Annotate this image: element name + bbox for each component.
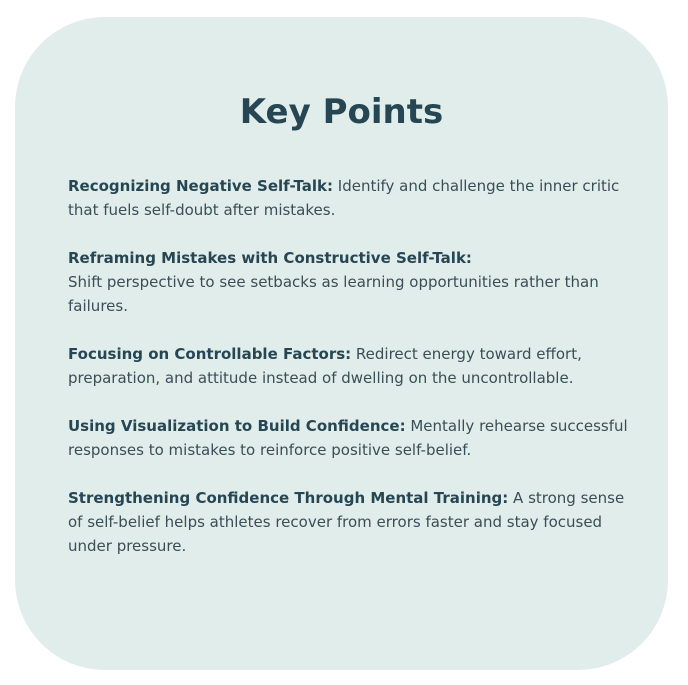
key-point-item xyxy=(68,486,628,558)
key-point-heading: Reframing Mistakes with Constructive Self-Talk: xyxy=(68,249,472,267)
key-point-heading: Strengthening Confidence Through Mental Training: xyxy=(68,489,509,507)
key-point-item xyxy=(68,414,628,462)
key-point-text: Redirect energy toward effort, preparation, and attitude instead of dwelling on the uncontrollable. xyxy=(68,345,582,387)
key-points-list xyxy=(68,174,628,582)
key-point-heading: Using Visualization to Build Confidence: xyxy=(68,417,406,435)
key-point-text: Identify and challenge the inner critic that fuels self-doubt after mistakes. xyxy=(68,177,620,219)
key-point-item xyxy=(68,342,628,390)
key-point-text: A strong sense of self-belief helps athletes recover from errors faster and stay focused under pressure. xyxy=(68,489,625,555)
card-title: Key Points xyxy=(239,92,444,132)
key-point-text: Shift perspective to see setbacks as learning opportunities rather than failures. xyxy=(68,273,599,315)
key-points-card xyxy=(15,17,668,670)
key-point-heading: Recognizing Negative Self-Talk: xyxy=(68,177,333,195)
key-point-item xyxy=(68,246,628,318)
key-point-text: Mentally rehearse successful responses to mistakes to reinforce positive self-belief. xyxy=(68,417,628,459)
key-point-item xyxy=(68,174,628,222)
key-point-heading: Focusing on Controllable Factors: xyxy=(68,345,352,363)
